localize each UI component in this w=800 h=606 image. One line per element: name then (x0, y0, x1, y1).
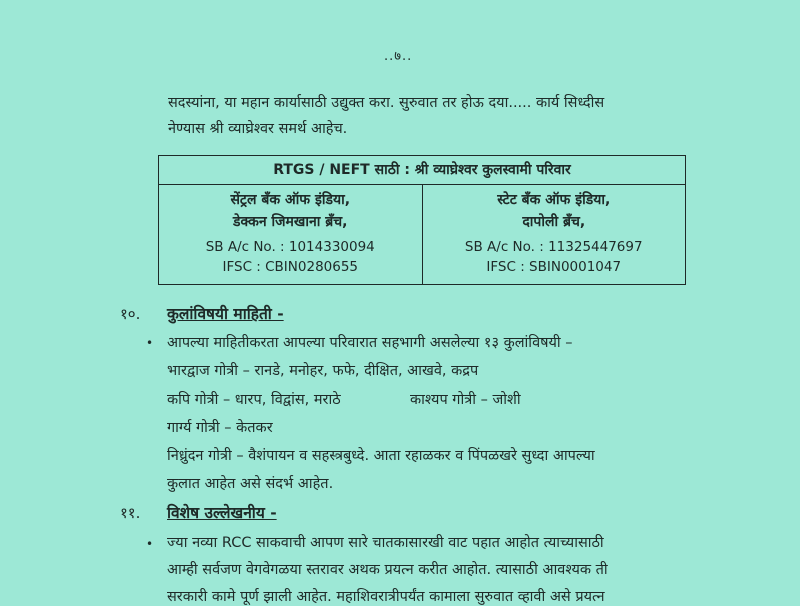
section-line: कपि गोत्री – धारप, विद्वांस, मराठे (167, 392, 341, 408)
rtgs-box (158, 155, 686, 285)
bank-column-central (159, 185, 422, 285)
section-title: विशेष उल्लेखनीय - (167, 504, 277, 522)
bullet-icon: • (146, 336, 154, 350)
section-line-kashyap: काश्यप गोत्री – जोशी (410, 392, 521, 408)
bank-branch: डेक्कन जिमखाना ब्रँच, (233, 214, 348, 230)
bank-account: SB A/c No. : 1014330094 (205, 239, 375, 255)
bank-account: SB A/c No. : 11325447697 (464, 239, 643, 255)
section-number: ११. (120, 504, 141, 522)
section-line: आम्ही सर्वजण वेगवेगळया स्तरावर अथक प्रयत्न करीत आहोत. त्यासाठी आवश्यक ती (167, 562, 608, 578)
section-line: गार्ग्य गोत्री – केतकर (167, 420, 273, 436)
section-number: १०. (120, 305, 141, 323)
bank-ifsc: IFSC : SBIN0001047 (486, 259, 622, 275)
page-number: ..७.. (384, 49, 413, 64)
section-line: भारद्वाज गोत्री – रानडे, मनोहर, फफे, दीक्षित, आखवे, कद्रप (167, 363, 479, 379)
section-title: कुलांविषयी माहिती - (167, 305, 284, 323)
intro-paragraph (168, 90, 604, 142)
bank-name: स्टेट बँक ऑफ इंडिया, (497, 192, 611, 208)
bullet-icon: • (146, 537, 154, 551)
bank-ifsc: IFSC : CBIN0280655 (222, 259, 359, 275)
intro-line: सदस्यांना, या महान कार्यासाठी उद्युक्त करा. सुरुवात तर होऊ दया..... कार्य सिध्दीस (168, 95, 605, 111)
section-line: निध्रुंदन गोत्री – वैशंपायन व सहस्त्रबुध्दे. आता रहाळकर व पिंपळखरे सुध्दा आपल्या (167, 448, 595, 464)
section-line: सरकारी कामे पूर्ण झाली आहेत. महाशिवरात्रीपर्यंत कामाला सुरुवात व्हावी असे प्रयत्न (167, 589, 605, 605)
intro-line: नेण्यास श्री व्याघ्रेश्वर समर्थ आहेच. (168, 121, 348, 137)
rtgs-heading: RTGS / NEFT साठी : श्री व्याघ्रेश्वर कुलस्वामी परिवार (159, 156, 685, 185)
section-line: ज्या नव्या RCC साकवाची आपण सारे चातकासारखी वाट पहात आहोत त्याच्यासाठी (167, 535, 604, 551)
bank-column-state (422, 185, 686, 285)
bank-branch: दापोली ब्रँच, (522, 214, 586, 230)
bank-name: सेंट्रल बँक ऑफ इंडिया, (230, 192, 351, 208)
section-line: कुलात आहेत असे संदर्भ आहेत. (167, 476, 334, 492)
section-line: आपल्या माहितीकरता आपल्या परिवारात सहभागी असलेल्या १३ कुलांविषयी – (167, 335, 573, 351)
rtgs-bank-columns (159, 185, 685, 285)
